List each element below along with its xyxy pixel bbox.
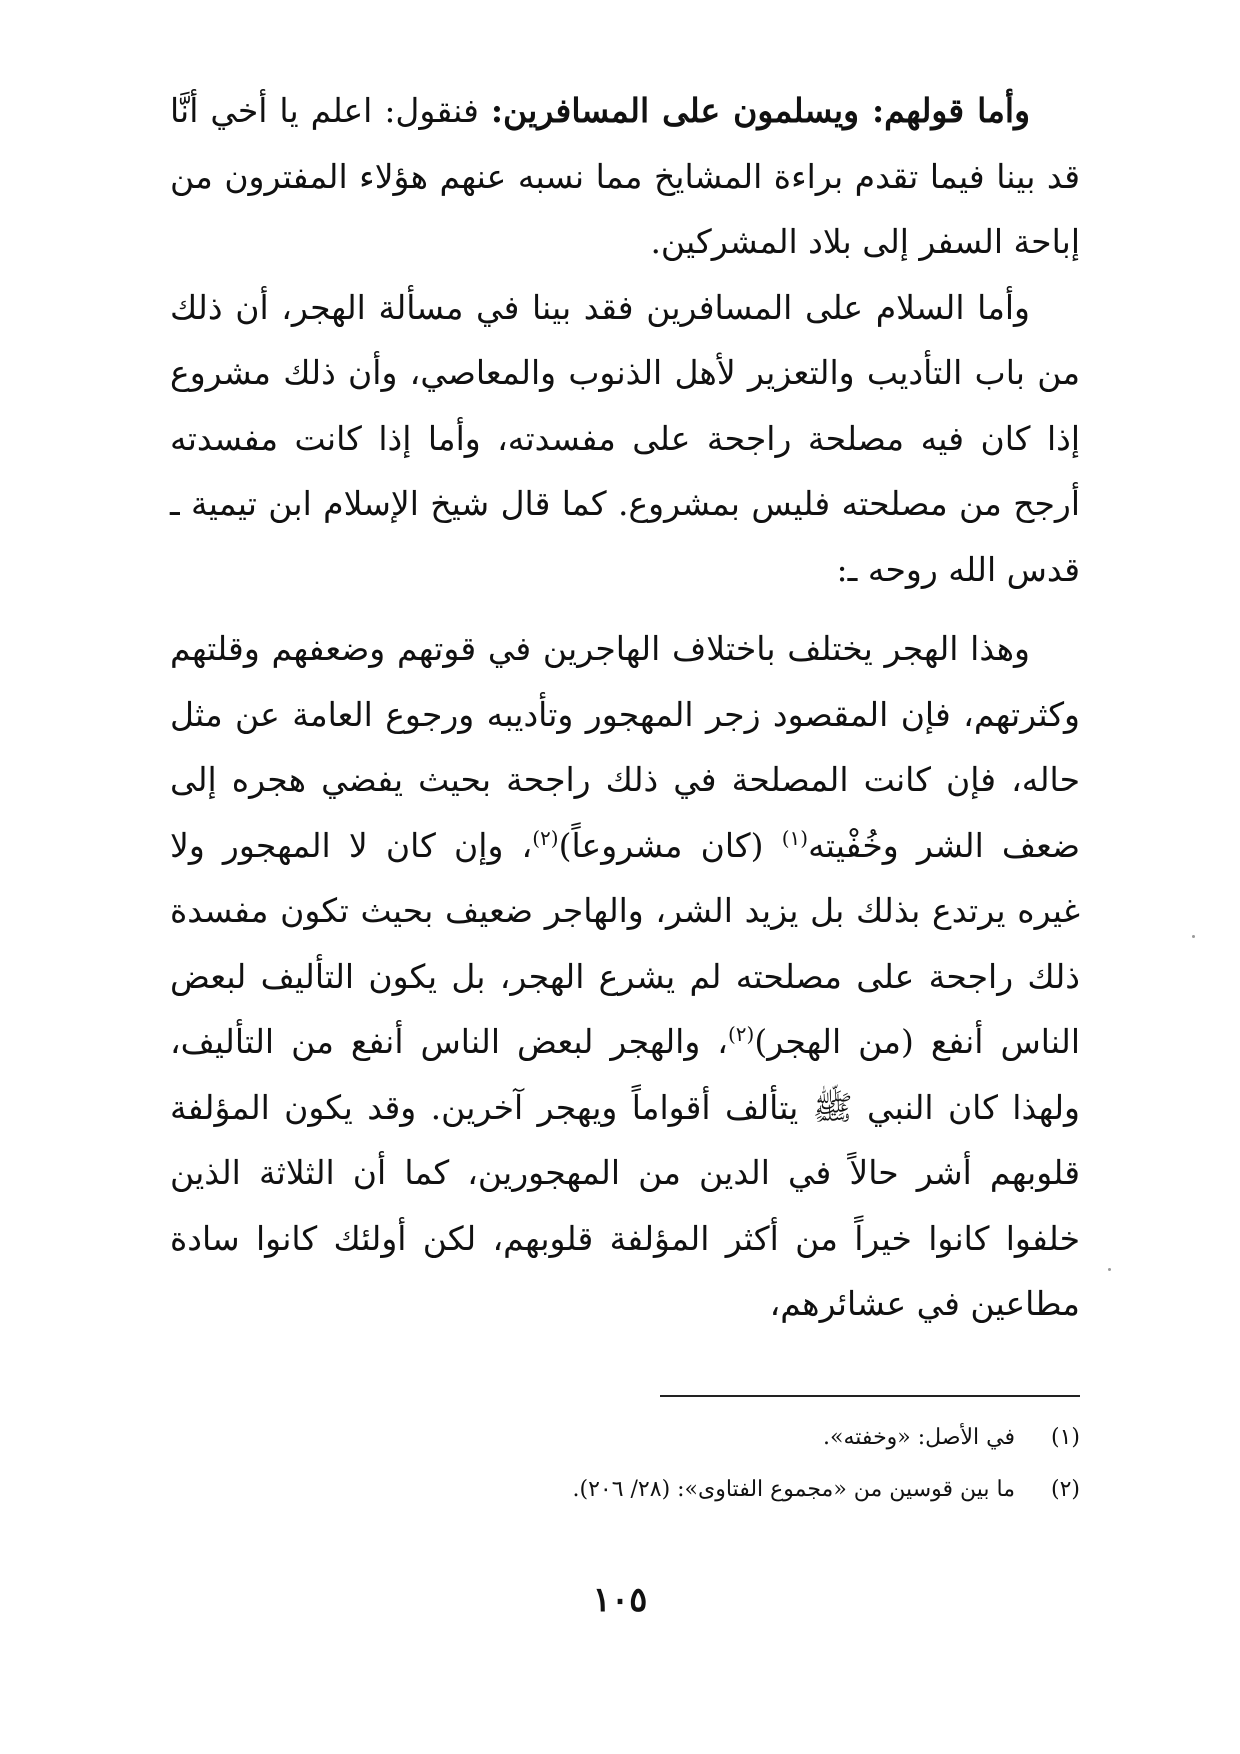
paragraph-3 [170,616,1080,1337]
footnote-reference-2-repeat: (٢) [727,1022,755,1046]
paragraph-3-part-3: ، وإن كان لا المهجور ولا غيره يرتدع بذلك بل يزيد الشر، والهاجر ضعيف بحيث تكون مفسدة ذلك راجحة على مصلحته لم يشرع الهجر، بل يكون التأليف لبعض الناس أنفع (من الهجر) [170,825,1080,1061]
paragraph-3-part-2: (كان مشروعاً) [558,825,782,865]
footnote-1-text: في الأصل: «وخفته». [823,1425,1015,1450]
footnote-reference-2: (٢) [532,825,559,850]
paragraph-1-lead: وأما قولهم: ويسلمون على المسافرين: [490,91,1031,130]
main-text [170,78,1080,1337]
footnote-2-number: (٢) [1050,1477,1080,1502]
paragraph-2: وأما السلام على المسافرين فقد بينا في مسألة الهجر، أن ذلك من باب التأديب والتعزير لأهل الذنوب والمعاصي، وأن ذلك مشروع إذا كان فيه مصلحة راجحة على مفسدته، وأما إذا كانت مفسدته أرجح من مصلحته فليس بمشروع. كما قال شيخ الإسلام ابن تيمية ـ قدس الله روحه ـ: [170,287,1080,589]
footnote-2-text: ما بين قوسين من «مجموع الفتاوى»: (٢٨/ ٢٠٦). [572,1477,1015,1502]
footnote-1 [170,1412,1080,1464]
scan-speck [1108,1268,1111,1271]
paragraph-3-part-1: وهذا الهجر يختلف باختلاف الهاجرين في قوتهم وضعفهم وقلتهم وكثرتهم، فإن المقصود زجر المهجور وتأديبه ورجوع العامة عن مثل حاله، فإن كانت المصلحة في ذلك راجحة بحيث يفضي هجره إلى ضعف الشر وخُفْيته [170,629,1081,865]
scan-speck [1192,935,1195,938]
footnote-reference-1: (١) [781,825,809,850]
paragraph-3-part-4: ، والهجر لبعض الناس أنفع من التأليف، ولهذا كان النبي ﷺ يتألف أقواماً ويهجر آخرين. وقد يكون المؤلفة قلوبهم أشر حالاً في الدين من المهجورين، كما أن الثلاثة الذين خلفوا كانوا خيراً من أكثر المؤلفة قلوبهم، لكن أولئك كانوا سادة مطاعين في عشائرهم، [170,1022,1080,1323]
footnote-2 [170,1464,1080,1516]
paragraph-gap [170,602,1080,616]
paragraph-1 [170,78,1080,275]
footnote-separator [660,1395,1080,1397]
footnotes [170,1412,1080,1516]
page-number: ١٠٥ [592,1580,648,1620]
paragraph-1-text: فنقول: اعلم يا أخي أنَّا قد بينا فيما تقدم براءة المشايخ مما نسبه عنهم هؤلاء المفترون من إباحة السفر إلى بلاد المشركين. [170,91,1080,261]
footnote-1-number: (١) [1050,1425,1080,1450]
